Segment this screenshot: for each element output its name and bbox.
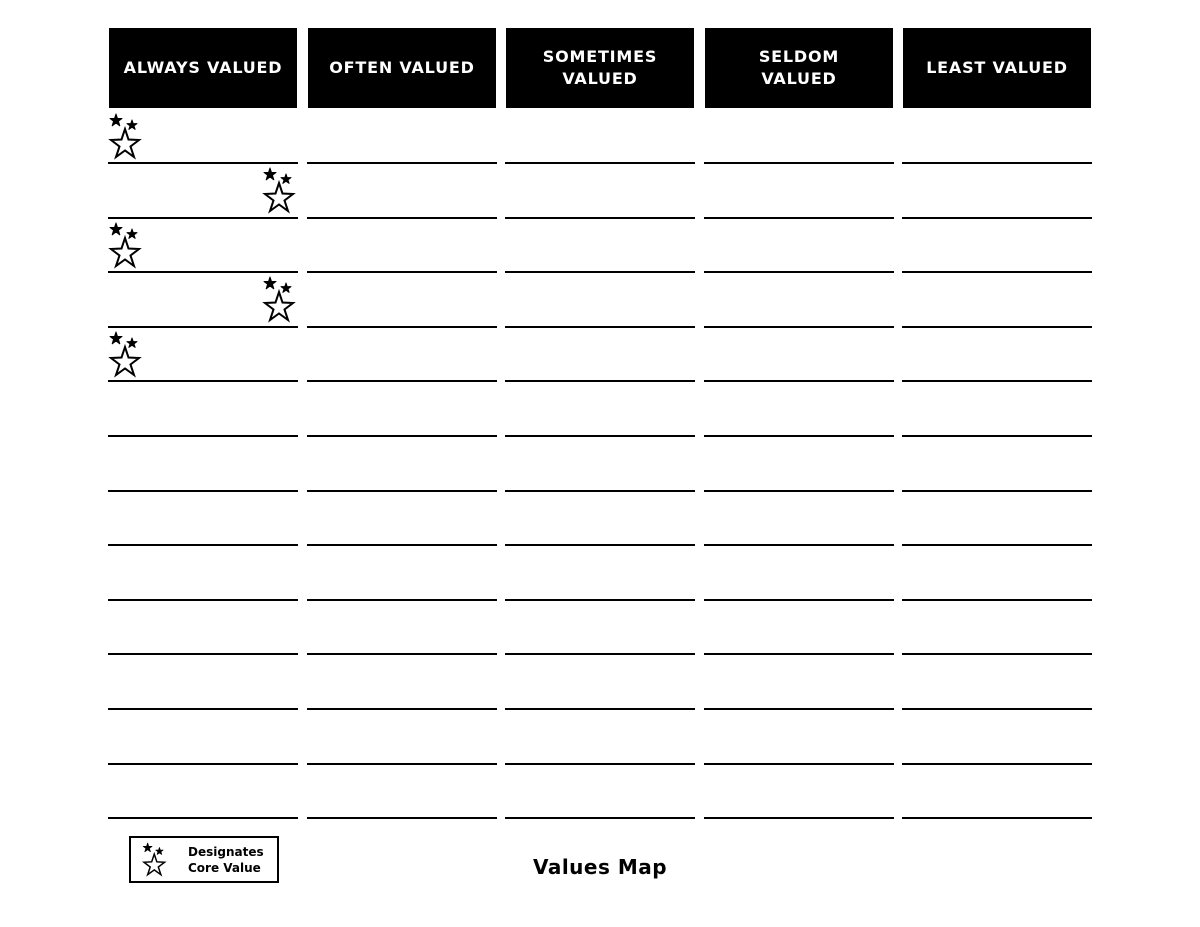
entry-line[interactable]: [108, 544, 298, 546]
entry-line[interactable]: [902, 599, 1092, 601]
entry-line[interactable]: [902, 708, 1092, 710]
entry-line[interactable]: [307, 162, 497, 164]
entry-line[interactable]: [505, 763, 695, 765]
core-value-stars-icon: [107, 331, 145, 379]
entry-line[interactable]: [704, 653, 894, 655]
entry-line[interactable]: [902, 162, 1092, 164]
entry-line[interactable]: [505, 708, 695, 710]
entry-line[interactable]: [307, 763, 497, 765]
entry-line[interactable]: [307, 380, 497, 382]
legend-line-1: Designates: [188, 845, 264, 859]
core-value-stars-icon: [261, 276, 299, 324]
entry-line[interactable]: [505, 326, 695, 328]
entry-line[interactable]: [307, 708, 497, 710]
entry-line[interactable]: [704, 817, 894, 819]
entry-line[interactable]: [704, 162, 894, 164]
entry-line[interactable]: [704, 271, 894, 273]
entry-line[interactable]: [902, 271, 1092, 273]
entry-line[interactable]: [902, 653, 1092, 655]
entry-line[interactable]: [505, 653, 695, 655]
entry-line[interactable]: [902, 490, 1092, 492]
entry-line[interactable]: [307, 271, 497, 273]
entry-line[interactable]: [505, 380, 695, 382]
entry-line[interactable]: [505, 217, 695, 219]
entry-line[interactable]: [505, 817, 695, 819]
entry-line[interactable]: [108, 380, 298, 382]
entry-line[interactable]: [307, 326, 497, 328]
column-header-often-valued: OFTEN VALUED: [308, 28, 496, 108]
entry-line[interactable]: [108, 763, 298, 765]
core-value-stars-icon: [261, 167, 299, 215]
entry-line[interactable]: [108, 217, 298, 219]
entry-line[interactable]: [902, 544, 1092, 546]
legend-line-2: Core Value: [188, 861, 261, 875]
entry-line[interactable]: [704, 708, 894, 710]
entry-line[interactable]: [505, 162, 695, 164]
entry-line[interactable]: [704, 217, 894, 219]
entry-line[interactable]: [108, 817, 298, 819]
entry-line[interactable]: [505, 435, 695, 437]
entry-line[interactable]: [307, 544, 497, 546]
column-header-least-valued: LEAST VALUED: [903, 28, 1091, 108]
entry-line[interactable]: [704, 599, 894, 601]
entry-line[interactable]: [108, 708, 298, 710]
entry-line[interactable]: [307, 490, 497, 492]
core-value-stars-icon: [141, 842, 169, 878]
entry-line[interactable]: [505, 271, 695, 273]
entry-line[interactable]: [704, 380, 894, 382]
entry-line[interactable]: [307, 653, 497, 655]
entry-line[interactable]: [902, 326, 1092, 328]
entry-line[interactable]: [704, 544, 894, 546]
entry-line[interactable]: [902, 817, 1092, 819]
column-header-seldom-valued: SELDOM VALUED: [705, 28, 893, 108]
entry-line[interactable]: [505, 599, 695, 601]
entry-line[interactable]: [108, 599, 298, 601]
entry-line[interactable]: [505, 490, 695, 492]
column-header-always-valued: ALWAYS VALUED: [109, 28, 297, 108]
entry-line[interactable]: [307, 599, 497, 601]
entry-line[interactable]: [902, 380, 1092, 382]
entry-line[interactable]: [307, 435, 497, 437]
entry-line[interactable]: [108, 326, 298, 328]
entry-line[interactable]: [108, 162, 298, 164]
entry-line[interactable]: [108, 271, 298, 273]
column-header-sometimes-valued: SOMETIMES VALUED: [506, 28, 694, 108]
entry-line[interactable]: [704, 435, 894, 437]
entry-line[interactable]: [108, 435, 298, 437]
entry-line[interactable]: [704, 326, 894, 328]
entry-line[interactable]: [307, 817, 497, 819]
entry-line[interactable]: [902, 763, 1092, 765]
entry-line[interactable]: [902, 435, 1092, 437]
entry-line[interactable]: [108, 490, 298, 492]
page-title: Values Map: [532, 855, 668, 879]
entry-line[interactable]: [108, 653, 298, 655]
entry-line[interactable]: [704, 490, 894, 492]
legend-text: [188, 844, 264, 876]
entry-line[interactable]: [505, 544, 695, 546]
core-value-stars-icon: [107, 222, 145, 270]
entry-line[interactable]: [704, 763, 894, 765]
entry-line[interactable]: [307, 217, 497, 219]
entry-line[interactable]: [902, 217, 1092, 219]
legend-box: [129, 836, 279, 883]
core-value-stars-icon: [107, 113, 145, 161]
